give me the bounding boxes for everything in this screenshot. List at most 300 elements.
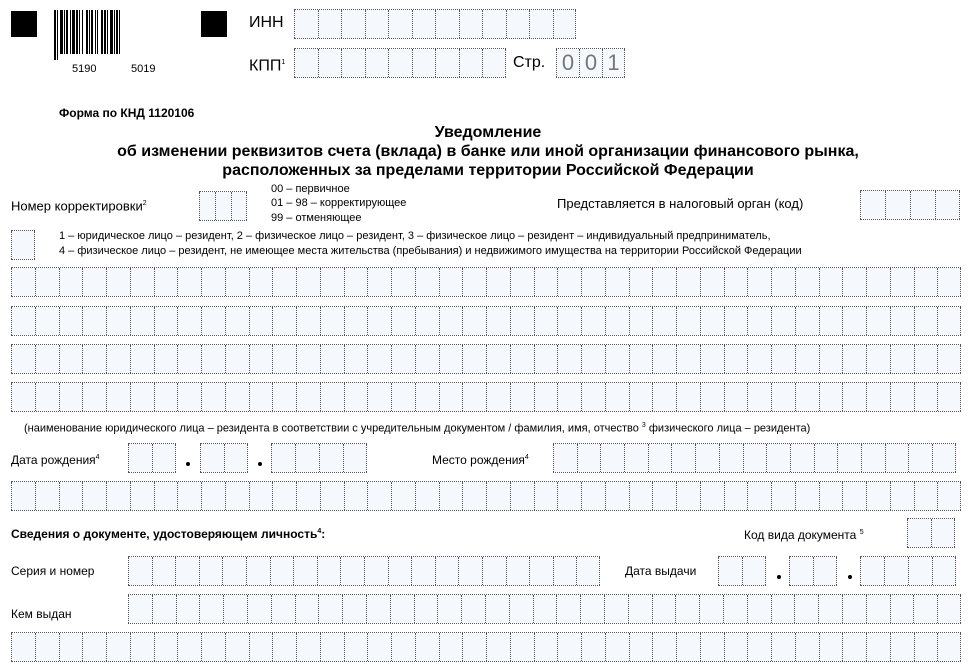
- entry-cell[interactable]: [914, 383, 938, 411]
- entry-cell[interactable]: [106, 383, 130, 411]
- entry-cell[interactable]: [486, 633, 510, 661]
- entry-cell[interactable]: [652, 633, 676, 661]
- entry-cell[interactable]: [415, 307, 439, 335]
- entry-cell[interactable]: [130, 633, 154, 661]
- entry-cell[interactable]: [700, 633, 724, 661]
- entry-cell[interactable]: [106, 345, 130, 373]
- entry-cell[interactable]: [914, 482, 938, 510]
- entry-cell[interactable]: [724, 345, 748, 373]
- entry-cell[interactable]: [11, 482, 35, 510]
- entry-cell[interactable]: [629, 307, 653, 335]
- entry-cell[interactable]: [913, 595, 937, 623]
- entry-cell[interactable]: [629, 268, 653, 296]
- entry-cell[interactable]: [272, 345, 296, 373]
- entry-cell[interactable]: [510, 345, 534, 373]
- entry-cell[interactable]: [318, 10, 342, 38]
- entry-cell[interactable]: [439, 307, 463, 335]
- entry-cell[interactable]: [534, 383, 558, 411]
- document-kind-cells[interactable]: [907, 518, 955, 548]
- entry-cell[interactable]: [866, 268, 890, 296]
- entry-cell[interactable]: [367, 345, 391, 373]
- entry-cell[interactable]: [747, 595, 771, 623]
- entry-cell[interactable]: [177, 383, 201, 411]
- entry-cell[interactable]: [486, 268, 510, 296]
- entry-cell[interactable]: [344, 345, 368, 373]
- entry-cell[interactable]: [509, 595, 533, 623]
- entry-cell[interactable]: [534, 268, 558, 296]
- entry-cell[interactable]: [388, 49, 412, 77]
- entry-cell[interactable]: [676, 383, 700, 411]
- entry-cell[interactable]: [486, 307, 510, 335]
- entry-cell[interactable]: [225, 383, 249, 411]
- entry-cell[interactable]: [247, 595, 271, 623]
- entry-cell[interactable]: [344, 307, 368, 335]
- name-row-1[interactable]: [11, 267, 961, 297]
- entry-cell[interactable]: [106, 482, 130, 510]
- entry-cell[interactable]: [629, 482, 653, 510]
- entry-cell[interactable]: [842, 633, 866, 661]
- issue-day-cells[interactable]: [718, 556, 766, 586]
- entry-cell[interactable]: [415, 383, 439, 411]
- entry-cell[interactable]: [837, 444, 861, 472]
- entry-cell[interactable]: [128, 595, 152, 623]
- entry-cell[interactable]: [486, 383, 510, 411]
- entry-cell[interactable]: [411, 557, 435, 585]
- entry-cell[interactable]: [866, 595, 890, 623]
- entry-cell[interactable]: [914, 307, 938, 335]
- entry-cell[interactable]: [59, 383, 83, 411]
- entry-cell[interactable]: [553, 557, 577, 585]
- entry-cell[interactable]: [907, 519, 931, 547]
- entry-cell[interactable]: [154, 307, 178, 335]
- entry-cell[interactable]: [605, 383, 629, 411]
- entry-cell[interactable]: [557, 307, 581, 335]
- entry-cell[interactable]: [344, 482, 368, 510]
- entry-cell[interactable]: [320, 345, 344, 373]
- entry-cell[interactable]: [341, 49, 365, 77]
- entry-cell[interactable]: [937, 345, 961, 373]
- entry-cell[interactable]: [486, 482, 510, 510]
- entry-cell[interactable]: [819, 383, 843, 411]
- entry-cell[interactable]: [294, 10, 318, 38]
- entry-cell[interactable]: [366, 595, 390, 623]
- name-row-2[interactable]: [11, 306, 961, 336]
- entry-cell[interactable]: [747, 268, 771, 296]
- entry-cell[interactable]: [700, 482, 724, 510]
- entry-cell[interactable]: [795, 268, 819, 296]
- entry-cell[interactable]: [459, 10, 483, 38]
- entry-cell[interactable]: [482, 557, 506, 585]
- entry-cell[interactable]: [106, 307, 130, 335]
- entry-cell[interactable]: [866, 345, 890, 373]
- entry-cell[interactable]: [819, 345, 843, 373]
- entry-cell[interactable]: [223, 595, 247, 623]
- entry-cell[interactable]: [937, 482, 961, 510]
- entry-cell[interactable]: [318, 595, 342, 623]
- entry-cell[interactable]: [842, 345, 866, 373]
- entry-cell[interactable]: [719, 444, 743, 472]
- entry-cell[interactable]: [629, 383, 653, 411]
- entry-cell[interactable]: [529, 557, 553, 585]
- entry-cell[interactable]: [11, 231, 35, 259]
- entry-cell[interactable]: [11, 633, 35, 661]
- entry-cell[interactable]: [557, 383, 581, 411]
- tax-authority-code-cells[interactable]: [860, 190, 960, 220]
- entry-cell[interactable]: [461, 595, 485, 623]
- entry-cell[interactable]: [249, 268, 273, 296]
- entry-cell[interactable]: [435, 49, 459, 77]
- entry-cell[interactable]: [225, 482, 249, 510]
- entry-cell[interactable]: [910, 191, 935, 219]
- entry-cell[interactable]: [201, 345, 225, 373]
- entry-cell[interactable]: [199, 557, 223, 585]
- entry-cell[interactable]: [629, 345, 653, 373]
- entry-cell[interactable]: [215, 192, 231, 220]
- entry-cell[interactable]: [415, 345, 439, 373]
- entry-cell[interactable]: [534, 633, 558, 661]
- entry-cell[interactable]: [342, 595, 366, 623]
- entry-cell[interactable]: [11, 345, 35, 373]
- entry-cell[interactable]: [747, 307, 771, 335]
- entry-cell[interactable]: [367, 268, 391, 296]
- entry-cell[interactable]: [747, 633, 771, 661]
- entry-cell[interactable]: [577, 444, 601, 472]
- entry-cell[interactable]: [439, 482, 463, 510]
- entry-cell[interactable]: [861, 444, 885, 472]
- entry-cell[interactable]: [723, 595, 747, 623]
- entry-cell[interactable]: [435, 10, 459, 38]
- entry-cell[interactable]: [510, 307, 534, 335]
- issued-by-row-1[interactable]: [128, 594, 961, 624]
- entry-cell[interactable]: [557, 482, 581, 510]
- entry-cell[interactable]: [866, 307, 890, 335]
- entry-cell[interactable]: [82, 383, 106, 411]
- entry-cell[interactable]: [320, 383, 344, 411]
- entry-cell[interactable]: [795, 345, 819, 373]
- entry-cell[interactable]: [412, 10, 436, 38]
- entry-cell[interactable]: [600, 444, 624, 472]
- entry-cell[interactable]: [130, 482, 154, 510]
- entry-cell[interactable]: [771, 307, 795, 335]
- entry-cell[interactable]: [391, 633, 415, 661]
- entry-cell[interactable]: [581, 482, 605, 510]
- entry-cell[interactable]: [130, 383, 154, 411]
- entry-cell[interactable]: [225, 268, 249, 296]
- entry-cell[interactable]: [819, 633, 843, 661]
- correction-number-cells[interactable]: [199, 191, 247, 221]
- entry-cell[interactable]: [742, 557, 766, 585]
- entry-cell[interactable]: [510, 268, 534, 296]
- entry-cell[interactable]: [344, 633, 368, 661]
- entry-cell[interactable]: [435, 557, 459, 585]
- entry-cell[interactable]: [272, 268, 296, 296]
- entry-cell[interactable]: [201, 383, 225, 411]
- entry-cell[interactable]: [154, 482, 178, 510]
- entry-cell[interactable]: [59, 345, 83, 373]
- entry-cell[interactable]: [225, 633, 249, 661]
- entry-cell[interactable]: [391, 345, 415, 373]
- entry-cell[interactable]: [249, 345, 273, 373]
- entry-cell[interactable]: [11, 383, 35, 411]
- entry-cell[interactable]: [128, 557, 152, 585]
- entry-cell[interactable]: [485, 595, 509, 623]
- entry-cell[interactable]: [59, 268, 83, 296]
- entry-cell[interactable]: [296, 633, 320, 661]
- entry-cell[interactable]: [724, 383, 748, 411]
- entry-cell[interactable]: [390, 595, 414, 623]
- entry-cell[interactable]: [199, 595, 223, 623]
- birth-place-row-2[interactable]: [11, 481, 961, 511]
- entry-cell[interactable]: [914, 345, 938, 373]
- entry-cell[interactable]: [365, 10, 389, 38]
- entry-cell[interactable]: [439, 345, 463, 373]
- entry-cell[interactable]: [818, 595, 842, 623]
- entry-cell[interactable]: [580, 595, 604, 623]
- entry-cell[interactable]: [747, 345, 771, 373]
- entry-cell[interactable]: [458, 557, 482, 585]
- entry-cell[interactable]: [699, 595, 723, 623]
- entry-cell[interactable]: [82, 307, 106, 335]
- entry-cell[interactable]: [272, 633, 296, 661]
- entry-cell[interactable]: [482, 10, 506, 38]
- entry-cell[interactable]: [724, 307, 748, 335]
- entry-cell[interactable]: [771, 595, 795, 623]
- entry-cell[interactable]: [510, 482, 534, 510]
- entry-cell[interactable]: [296, 482, 320, 510]
- entry-cell[interactable]: [249, 482, 273, 510]
- entry-cell[interactable]: [415, 633, 439, 661]
- entry-cell[interactable]: [671, 444, 695, 472]
- entry-cell[interactable]: [581, 633, 605, 661]
- entry-cell[interactable]: [271, 595, 295, 623]
- entry-cell[interactable]: [700, 345, 724, 373]
- entry-cell[interactable]: [789, 557, 813, 585]
- entry-cell[interactable]: [415, 482, 439, 510]
- entry-cell[interactable]: [605, 482, 629, 510]
- entry-cell[interactable]: [249, 633, 273, 661]
- entry-cell[interactable]: [106, 633, 130, 661]
- entry-cell[interactable]: [581, 383, 605, 411]
- entry-cell[interactable]: [320, 633, 344, 661]
- entry-cell[interactable]: [747, 383, 771, 411]
- entry-cell[interactable]: [908, 444, 932, 472]
- entry-cell[interactable]: [604, 595, 628, 623]
- entry-cell[interactable]: [629, 633, 653, 661]
- entry-cell[interactable]: [177, 345, 201, 373]
- entry-cell[interactable]: [652, 307, 676, 335]
- entry-cell[interactable]: [890, 345, 914, 373]
- entry-cell[interactable]: [890, 307, 914, 335]
- entry-cell[interactable]: [557, 345, 581, 373]
- entry-cell[interactable]: [367, 383, 391, 411]
- entry-cell[interactable]: [201, 268, 225, 296]
- entry-cell[interactable]: [439, 633, 463, 661]
- entry-cell[interactable]: [459, 49, 483, 77]
- entry-cell[interactable]: [296, 268, 320, 296]
- entry-cell[interactable]: [35, 383, 59, 411]
- entry-cell[interactable]: [724, 633, 748, 661]
- entry-cell[interactable]: [676, 268, 700, 296]
- entry-cell[interactable]: [814, 444, 838, 472]
- entry-cell[interactable]: [652, 482, 676, 510]
- entry-cell[interactable]: [914, 268, 938, 296]
- entry-cell[interactable]: [130, 268, 154, 296]
- entry-cell[interactable]: [908, 557, 932, 585]
- entry-cell[interactable]: [866, 482, 890, 510]
- entry-cell[interactable]: [914, 633, 938, 661]
- entry-cell[interactable]: [295, 444, 319, 472]
- entry-cell[interactable]: [884, 557, 908, 585]
- entry-cell[interactable]: [581, 268, 605, 296]
- entry-cell[interactable]: [272, 482, 296, 510]
- entry-cell[interactable]: [59, 307, 83, 335]
- entry-cell[interactable]: [860, 191, 885, 219]
- entry-cell[interactable]: [344, 268, 368, 296]
- entry-cell[interactable]: [771, 383, 795, 411]
- entry-cell[interactable]: [177, 633, 201, 661]
- entry-cell[interactable]: [462, 345, 486, 373]
- issued-by-row-2[interactable]: [11, 632, 961, 662]
- entry-cell[interactable]: [152, 595, 176, 623]
- entry-cell[interactable]: [534, 307, 558, 335]
- entry-cell[interactable]: [676, 633, 700, 661]
- birth-day-cells[interactable]: [128, 443, 176, 473]
- entry-cell[interactable]: [340, 557, 364, 585]
- entry-cell[interactable]: [295, 595, 319, 623]
- entry-cell[interactable]: [177, 268, 201, 296]
- entry-cell[interactable]: [506, 557, 530, 585]
- entry-cell[interactable]: [743, 444, 767, 472]
- entry-cell[interactable]: [652, 268, 676, 296]
- entry-cell[interactable]: [246, 557, 270, 585]
- entry-cell[interactable]: [534, 345, 558, 373]
- entry-cell[interactable]: [152, 444, 176, 472]
- entry-cell[interactable]: [890, 633, 914, 661]
- name-row-4[interactable]: [11, 382, 961, 412]
- entry-cell[interactable]: [437, 595, 461, 623]
- entry-cell[interactable]: [794, 595, 818, 623]
- entry-cell[interactable]: [462, 307, 486, 335]
- entry-cell[interactable]: [391, 482, 415, 510]
- entry-cell[interactable]: [11, 307, 35, 335]
- entry-cell[interactable]: [59, 482, 83, 510]
- entry-cell[interactable]: [318, 49, 342, 77]
- entry-cell[interactable]: [367, 307, 391, 335]
- entry-cell[interactable]: [819, 307, 843, 335]
- entry-cell[interactable]: [605, 633, 629, 661]
- issue-year-cells[interactable]: [860, 556, 956, 586]
- entry-cell[interactable]: [652, 345, 676, 373]
- entry-cell[interactable]: [724, 482, 748, 510]
- entry-cell[interactable]: [152, 557, 176, 585]
- entry-cell[interactable]: [652, 595, 676, 623]
- entry-cell[interactable]: [534, 482, 558, 510]
- entry-cell[interactable]: [932, 557, 956, 585]
- issue-month-cells[interactable]: [789, 556, 837, 586]
- entry-cell[interactable]: [294, 49, 318, 77]
- entry-cell[interactable]: [224, 444, 248, 472]
- entry-cell[interactable]: [176, 595, 200, 623]
- entry-cell[interactable]: [200, 444, 224, 472]
- entry-cell[interactable]: [676, 345, 700, 373]
- entry-cell[interactable]: [388, 10, 412, 38]
- entry-cell[interactable]: [272, 307, 296, 335]
- entry-cell[interactable]: [364, 557, 388, 585]
- entry-cell[interactable]: [367, 482, 391, 510]
- entry-cell[interactable]: [317, 557, 341, 585]
- entry-cell[interactable]: [724, 268, 748, 296]
- entry-cell[interactable]: [819, 268, 843, 296]
- entry-cell[interactable]: [652, 383, 676, 411]
- entry-cell[interactable]: [628, 595, 652, 623]
- entry-cell[interactable]: [676, 307, 700, 335]
- entry-cell[interactable]: [842, 482, 866, 510]
- entry-cell[interactable]: [890, 383, 914, 411]
- entry-cell[interactable]: [510, 633, 534, 661]
- entry-cell[interactable]: [391, 268, 415, 296]
- entry-cell[interactable]: [154, 383, 178, 411]
- entry-cell[interactable]: [771, 268, 795, 296]
- entry-cell[interactable]: [249, 383, 273, 411]
- entry-cell[interactable]: [890, 482, 914, 510]
- entry-cell[interactable]: [11, 268, 35, 296]
- entry-cell[interactable]: [795, 383, 819, 411]
- series-number-cells[interactable]: [128, 556, 600, 586]
- entry-cell[interactable]: [271, 444, 295, 472]
- entry-cell[interactable]: [293, 557, 317, 585]
- entry-cell[interactable]: [231, 192, 247, 220]
- entry-cell[interactable]: [462, 633, 486, 661]
- entry-cell[interactable]: [222, 557, 246, 585]
- entry-cell[interactable]: [510, 383, 534, 411]
- entry-cell[interactable]: [932, 444, 956, 472]
- entry-cell[interactable]: [819, 482, 843, 510]
- entry-cell[interactable]: [605, 307, 629, 335]
- entry-cell[interactable]: [35, 268, 59, 296]
- entry-cell[interactable]: [296, 307, 320, 335]
- entry-cell[interactable]: [486, 345, 510, 373]
- entry-cell[interactable]: [296, 383, 320, 411]
- entry-cell[interactable]: [885, 191, 910, 219]
- entry-cell[interactable]: [700, 383, 724, 411]
- entry-cell[interactable]: [766, 444, 790, 472]
- entry-cell[interactable]: [35, 482, 59, 510]
- entry-cell[interactable]: [388, 557, 412, 585]
- entry-cell[interactable]: [842, 383, 866, 411]
- entry-cell[interactable]: [860, 557, 884, 585]
- entry-cell[interactable]: [557, 633, 581, 661]
- entry-cell[interactable]: [412, 49, 436, 77]
- entry-cell[interactable]: [529, 10, 553, 38]
- entry-cell[interactable]: [175, 557, 199, 585]
- entry-cell[interactable]: [462, 383, 486, 411]
- entry-cell[interactable]: [414, 595, 438, 623]
- entry-cell[interactable]: [59, 633, 83, 661]
- entry-cell[interactable]: [199, 192, 215, 220]
- entry-cell[interactable]: [177, 482, 201, 510]
- entry-cell[interactable]: [795, 307, 819, 335]
- entry-cell[interactable]: [700, 307, 724, 335]
- entry-cell[interactable]: [553, 444, 577, 472]
- entry-cell[interactable]: [462, 482, 486, 510]
- entry-cell[interactable]: [35, 307, 59, 335]
- entry-cell[interactable]: [82, 633, 106, 661]
- birth-month-cells[interactable]: [200, 443, 248, 473]
- entry-cell[interactable]: [813, 557, 837, 585]
- entry-cell[interactable]: [842, 268, 866, 296]
- entry-cell[interactable]: [842, 595, 866, 623]
- entry-cell[interactable]: [866, 383, 890, 411]
